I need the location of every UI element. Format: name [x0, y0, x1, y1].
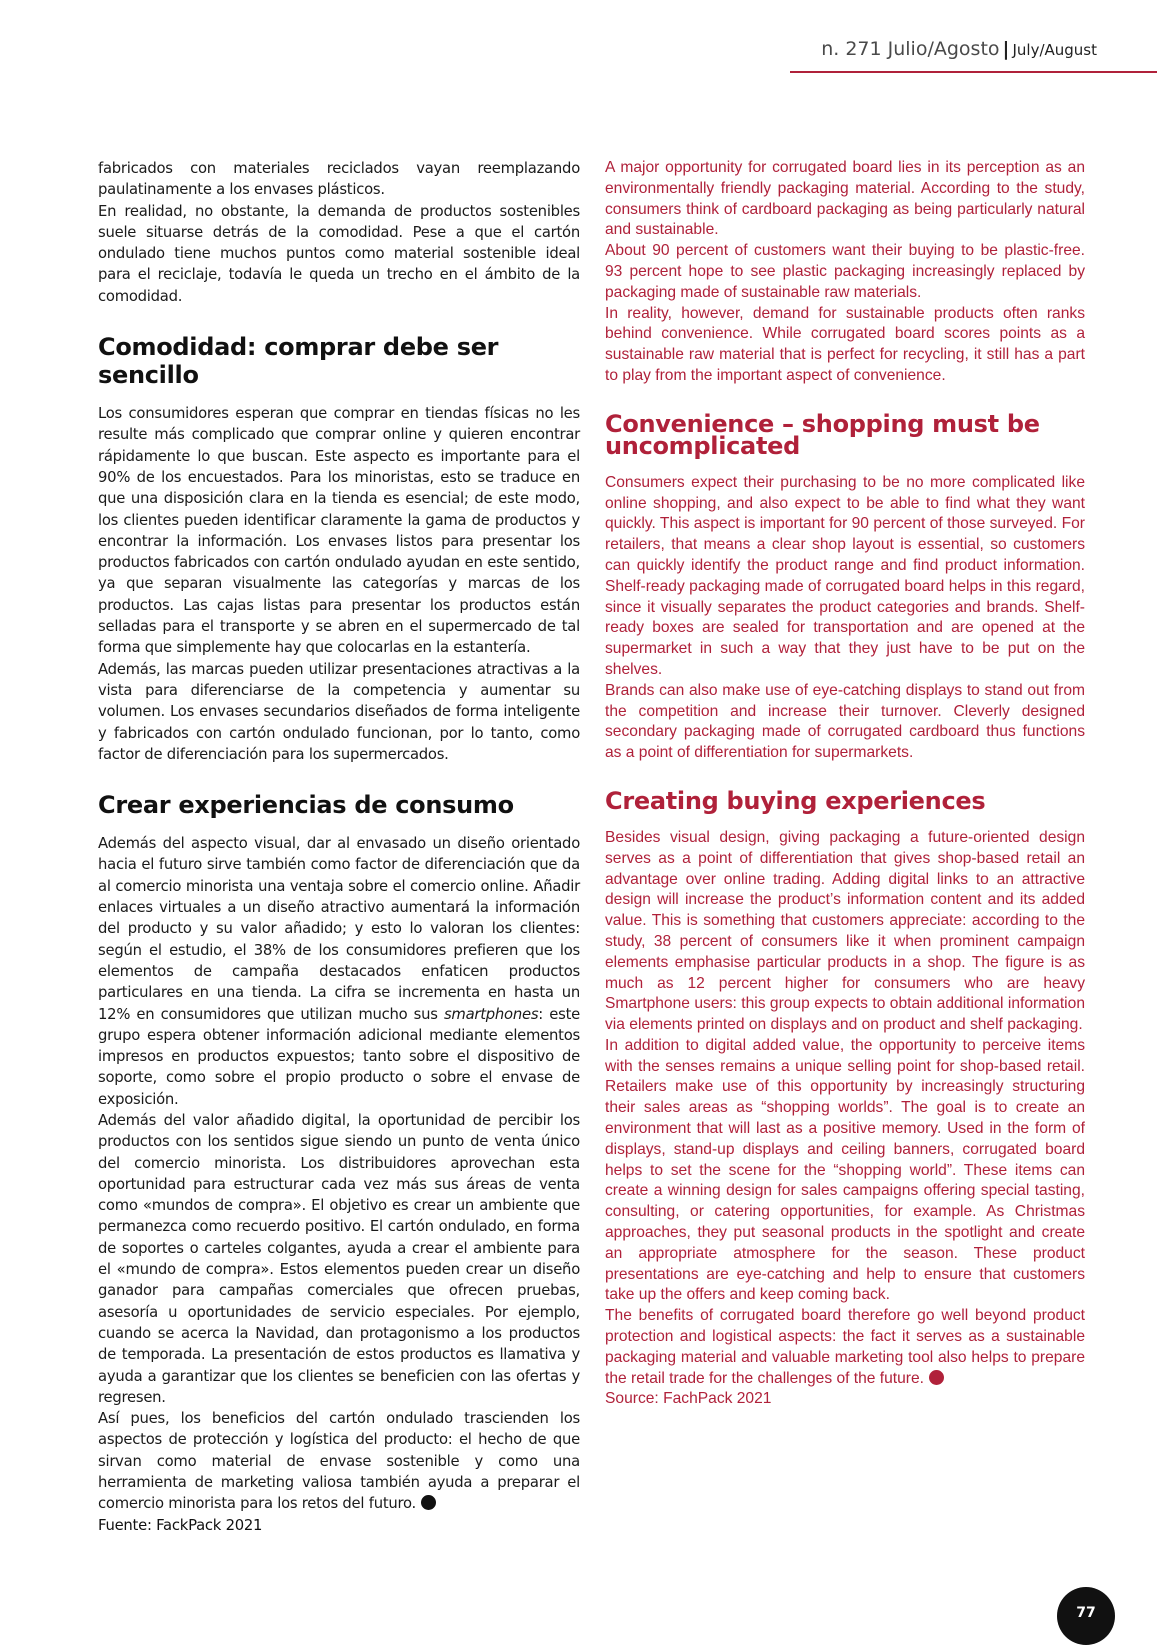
en-conv-p1: Consumers expect their purchasing to be no more complicated like online shopping, and also expect to be able to find what they want quickly. This aspect is important for 90 percent of those surveyed. For retailers, that means a clear shop layout is essential, so customers can quickly identify the product range and find product information. Shelf-ready packaging made of corrugated board helps in this regard, since it visually separates the product categories and brands. Shelf-ready boxes are sealed for transportation and are opened at the supermarket in such a way that they just have to be put on the shelves.: [605, 473, 1085, 678]
es-intro-p1: fabricados con materiales reciclados vayan reemplazando paulatinamente a los envases plásticos.: [98, 160, 580, 199]
en-intro-p3: In reality, however, demand for sustainable products often ranks behind convenience. While corrugated board scores points as a sustainable raw material that is perfect for recycling, it still has a part to play from the important aspect of convenience.: [605, 304, 1085, 384]
en-heading-convenience: Convenience – shopping must be uncomplicated: [605, 409, 1040, 460]
end-mark-icon: [929, 1370, 944, 1385]
es-exp-p3: Así pues, los beneficios del cartón ondulado trascienden los aspectos de protección y logística del producto: el hecho de que sirvan como material de envase sostenible y como una herramienta de marketing valiosa también ayuda a preparar el comercio minorista para los retos del futuro.: [98, 1410, 580, 1513]
en-intro-p2: About 90 percent of customers want their buying to be plastic-free. 93 percent hope to see plastic packaging increasingly replaced by packaging made of sustainable raw materials.: [605, 242, 1085, 301]
en-buy-p3: The benefits of corrugated board therefore go well beyond product protection and logistical aspects: the fact it serves as a sustainable packaging material and valuable marketing tool also helps to prepare the retail trade for the challenges of the future.: [605, 1307, 1085, 1387]
en-intro-p1: A major opportunity for corrugated board lies in its perception as an environmentally friendly packaging material. According to the study, consumers think of cardboard packaging as being particularly natural and sustainable.: [605, 159, 1085, 239]
en-source: Source: FachPack 2021: [605, 1390, 772, 1408]
es-intro-p2: En realidad, no obstante, la demanda de productos sostenibles suele situarse detrás de la comodidad. Pese a que el cartón ondulado tiene muchos puntos como material sostenible ideal para el reciclaje, todavía le queda un trecho en el ámbito de la comodidad.: [98, 202, 580, 305]
en-heading-buying: Creating buying experiences: [605, 786, 986, 815]
es-smartphones-em: smartphones: [443, 1005, 539, 1023]
en-buy-p1: Besides visual design, giving packaging a future-oriented design serves as a point of differentiation that gives shop-based retail an advantage over online trading. Adding digital links to an attractive design will increase the product’s information content and its added value. This is something that customers appreciate: according to the study, 38 percent of consumers like it when prominent campaign elements emphasise particular products in a shop. The figure is as much as 12 percent higher for consumers who are heavy Smartphone users: this group expects to obtain additional information via elements printed on displays and on product and shelf packaging.: [605, 828, 1085, 1034]
english-column: [605, 158, 1085, 1410]
es-exp-p1: Además del aspecto visual, dar al envasado un diseño orientado hacia el futuro sirve también como factor de diferenciación que da al comercio minorista una ventaja sobre el comercio online. Añadir enlaces virtuales a un diseño atractivo aumentará la información del producto y su valor añadido; y esto lo valoran los clientes: según el estudio, el 38% de los consumidores prefieren que los elementos de campaña destacados enfaticen productos particulares en una tienda. La cifra se incrementa en hasta un 12% en consumidores que utilizan mucho sus smartphones: este grupo espera obtener información adicional mediante elementos impresos en productos expuestos; tanto sobre el dispositivo de soporte, como sobre el propio producto o sobre el envase de exposición.: [98, 835, 580, 1108]
header-rule: [790, 71, 1157, 73]
spanish-column: [98, 158, 580, 1536]
issue-header: [821, 38, 1097, 60]
issue-label-en: July/August: [1012, 41, 1097, 59]
es-heading-experiencias: Crear experiencias de consumo: [98, 791, 514, 820]
en-buy-p2: In addition to digital added value, the opportunity to perceive items with the senses remains a unique selling point for shop-based retail. Retailers make use of this opportunity by increasingly structuring their sales areas as “shopping worlds”. The goal is to create an environment that will last as a positive memory. Used in the form of displays, stand-up displays and ceiling banners, corrugated board helps to set the scene for the “shopping world”. These items can create a winning design for sales campaigns offering special tasting, consulting, or catering opportunities, for example. As Christmas approaches, they put seasonal products in the spotlight and create an appropriate atmosphere for the season. These product presentations are eye-catching and help to ensure that customers take up the offers and keep coming back.: [605, 1036, 1085, 1304]
es-comodidad-p2: Además, las marcas pueden utilizar presentaciones atractivas a la vista para diferenciarse de la competencia y aumentar su volumen. Los envases secundarios diseñados de forma inteligente y fabricados con cartón ondulado funcionan, por lo tanto, como factor de diferenciación para los supermercados.: [98, 660, 580, 763]
es-source: Fuente: FackPack 2021: [98, 1516, 263, 1534]
end-mark-icon: [421, 1495, 436, 1510]
es-exp-p2: Además del valor añadido digital, la oportunidad de percibir los productos con los sentidos sigue siendo un punto de venta único del comercio minorista. Los distribuidores aprovechan esta oportunidad para estructurar cada vez más sus áreas de venta como «mundos de compra». El objetivo es crear un ambiente que permanezca como recuerdo positivo. El cartón ondulado, en forma de soportes o carteles colgantes, ayuda a crear el ambiente para el «mundo de compra». Estos elementos pueden crear un diseño ganador para campañas comerciales que ofrecen pruebas, asesoría u oportunidades de servicio especiales. Por ejemplo, cuando se acerca la Navidad, dan protagonismo a los productos de temporada. La presentación de estos productos es llamativa y ayuda a garantizar que los clientes se beneficien con las ofertas y regresen.: [98, 1111, 580, 1406]
es-comodidad-p1: Los consumidores esperan que comprar en tiendas físicas no les resulte más complicado que comprar online y quieren encontrar rápidamente lo que buscan. Este aspecto es importante para el 90% de los encuestados. Para los minoristas, esto se traduce en que una disposición clara en la tienda es esencial; de este modo, los clientes pueden identificar claramente la gama de productos y encontrar la información. Los envases listos para presentar los productos fabricados con cartón ondulado ayudan en este sentido, ya que separan visualmente las categorías y marcas de los productos. Las cajas listas para presentar los productos están selladas para el transporte y se abren en el supermercado de tal forma que simplemente hay que colocarlas en la estantería.: [98, 405, 580, 657]
es-heading-comodidad: Comodidad: comprar debe ser sencillo: [98, 333, 499, 390]
page-number: 77: [1057, 1587, 1115, 1645]
en-conv-p2: Brands can also make use of eye-catching displays to stand out from the competition and increase their turnover. Cleverly designed secondary packaging made of corrugated cardboard thus functions as a point of differentiation for supermarkets.: [605, 681, 1085, 762]
issue-separator: |: [1002, 38, 1010, 60]
issue-label: n. 271 Julio/Agosto | July/August: [821, 38, 1097, 60]
